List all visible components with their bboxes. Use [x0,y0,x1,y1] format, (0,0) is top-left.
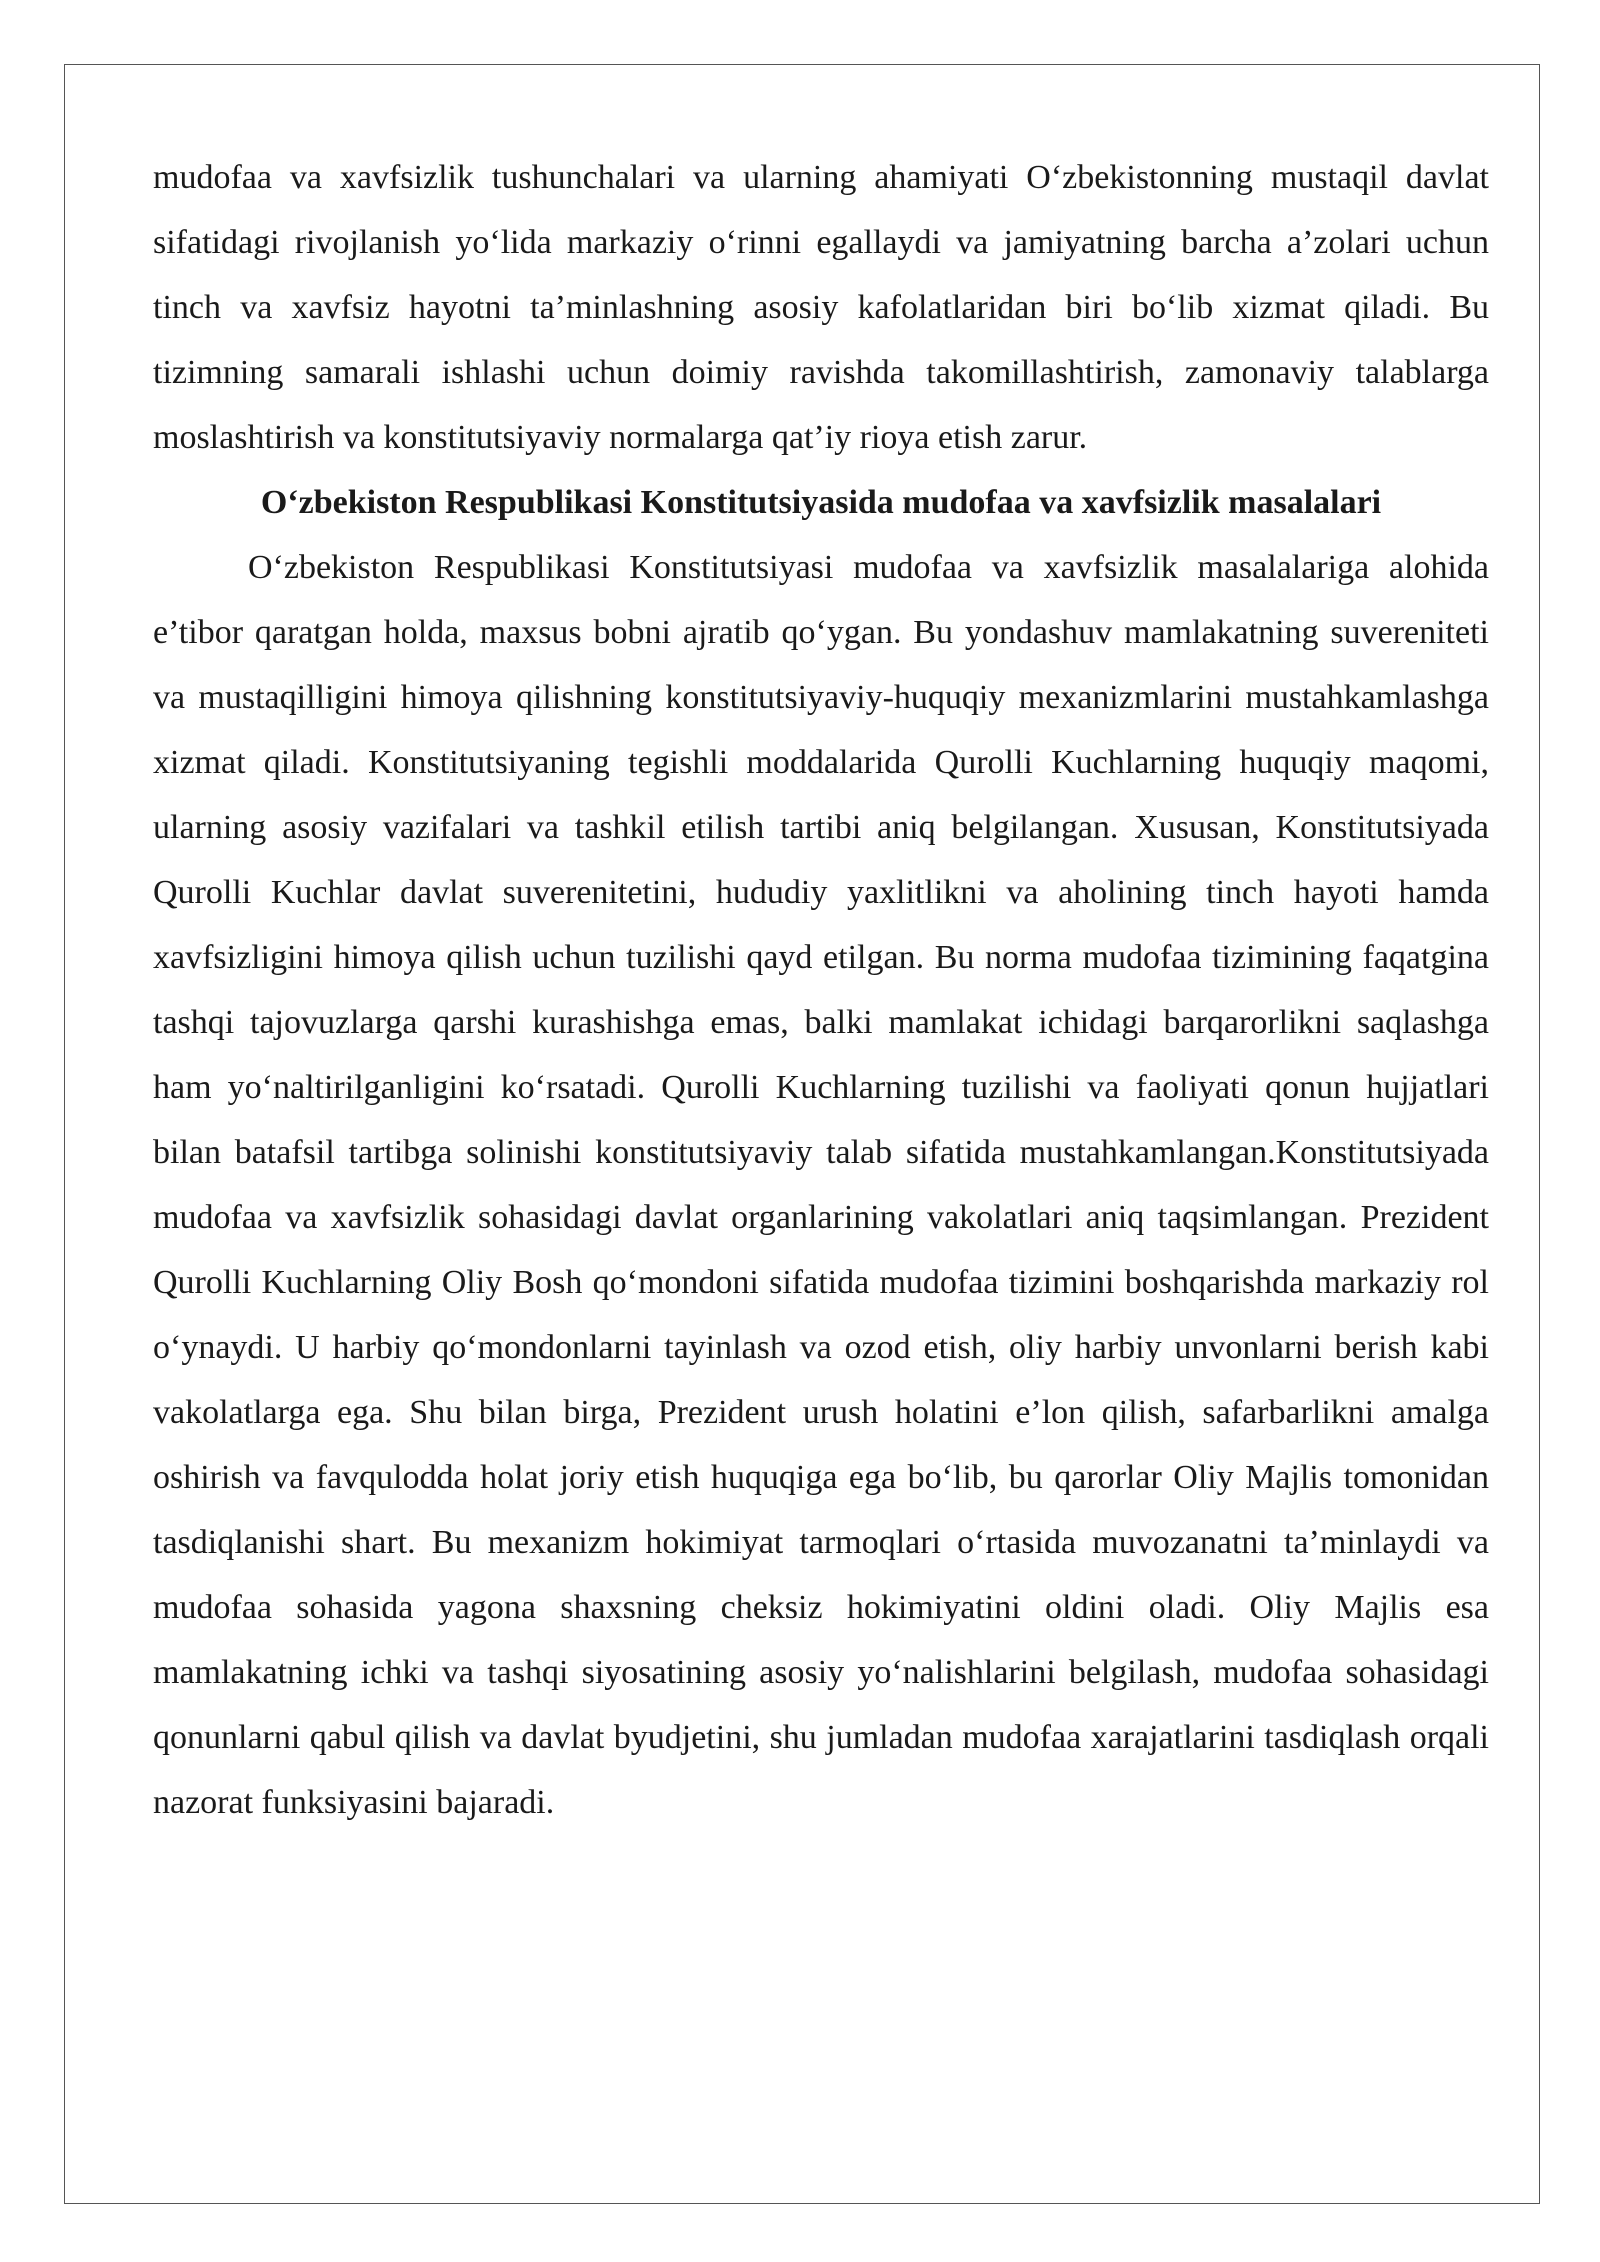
document-body [153,145,1489,1835]
main-paragraph: O‘zbekiston Respublikasi Konstitutsiyasi mudofaa va xavfsizlik masalalariga alohida e’tibor qaratgan holda, maxsus bobni ajratib qo‘ygan. Bu yondashuv mamlakatning suvereniteti va mustaqilligini himoya qilishning konstitutsiyaviy-huquqiy mexanizmlarini mustahkamlashga xizmat qiladi. Konstitutsiyaning tegishli moddalarida Qurolli Kuchlarning huquqiy maqomi, ularning asosiy vazifalari va tashkil etilish tartibi aniq belgilangan. Xususan, Konstitutsiyada Qurolli Kuchlar davlat suverenitetini, hududiy yaxlitlikni va aholining tinch hayoti hamda xavfsizligini himoya qilish uchun tuzilishi qayd etilgan. Bu norma mudofaa tizimining faqatgina tashqi tajovuzlarga qarshi kurashishga emas, balki mamlakat ichidagi barqarorlikni saqlashga ham yo‘naltirilganligini ko‘rsatadi. Qurolli Kuchlarning tuzilishi va faoliyati qonun hujjatlari bilan batafsil tartibga solinishi konstitutsiyaviy talab sifatida mustahkamlangan.Konstitutsiyada mudofaa va xavfsizlik sohasidagi davlat organlarining vakolatlari aniq taqsimlangan. Prezident Qurolli Kuchlarning Oliy Bosh qo‘mondoni sifatida mudofaa tizimini boshqarishda markaziy rol o‘ynaydi. U harbiy qo‘mondonlarni tayinlash va ozod etish, oliy harbiy unvonlarni berish kabi vakolatlarga ega. Shu bilan birga, Prezident urush holatini e’lon qilish, safarbarlikni amalga oshirish va favqulodda holat joriy etish huquqiga ega bo‘lib, bu qarorlar Oliy Majlis tomonidan tasdiqlanishi shart. Bu mexanizm hokimiyat tarmoqlari o‘rtasida muvozanatni ta’minlaydi va mudofaa sohasida yagona shaxsning cheksiz hokimiyatini oldini oladi. Oliy Majlis esa mamlakatning ichki va tashqi siyosatining asosiy yo‘nalishlarini belgilash, mudofaa sohasidagi qonunlarni qabul qilish va davlat byudjetini, shu jumladan mudofaa xarajatlarini tasdiqlash orqali nazorat funksiyasini bajaradi. [153,549,1489,1821]
intro-paragraph: mudofaa va xavfsizlik tushunchalari va ularning ahamiyati O‘zbekistonning mustaqil davlat sifatidagi rivojlanish yo‘lida markaziy o‘rinni egallaydi va jamiyatning barcha a’zolari uchun tinch va xavfsiz hayotni ta’minlashning asosiy kafolatlaridan biri bo‘lib xizmat qiladi. Bu tizimning samarali ishlashi uchun doimiy ravishda takomillashtirish, zamonaviy talablarga moslashtirish va konstitutsiyaviy normalarga qat’iy rioya etish zarur. [153,159,1489,456]
section-heading: O‘zbekiston Respublikasi Konstitutsiyasida mudofaa va xavfsizlik masalalari [260,484,1382,521]
